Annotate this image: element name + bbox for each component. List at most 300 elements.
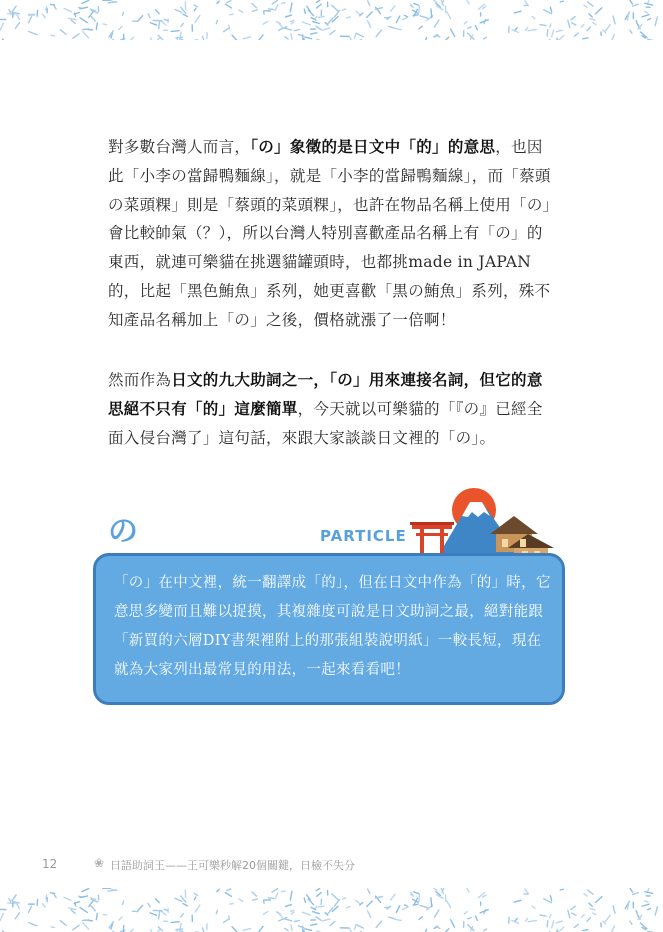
pattern-stroke bbox=[291, 925, 292, 931]
pattern-stroke bbox=[96, 914, 97, 920]
pattern-stroke bbox=[322, 28, 329, 30]
pattern-stroke bbox=[332, 894, 338, 900]
page-number: 12 bbox=[42, 857, 58, 871]
pattern-stroke bbox=[291, 22, 293, 24]
pattern-stroke bbox=[642, 15, 649, 17]
pattern-stroke bbox=[475, 26, 477, 30]
pattern-stroke bbox=[436, 926, 440, 928]
pattern-stroke bbox=[304, 39, 306, 40]
pattern-stroke bbox=[605, 915, 610, 921]
pattern-stroke bbox=[128, 37, 133, 40]
pattern-stroke bbox=[225, 893, 231, 897]
pattern-stroke bbox=[103, 914, 107, 915]
pattern-stroke bbox=[655, 17, 657, 25]
pattern-stroke bbox=[119, 26, 122, 29]
pattern-stroke bbox=[464, 21, 467, 23]
body-text: 然而作為 bbox=[108, 371, 172, 389]
pattern-stroke bbox=[51, 4, 55, 5]
pattern-stroke bbox=[294, 921, 299, 922]
pattern-stroke bbox=[583, 930, 588, 931]
pattern-stroke bbox=[282, 891, 286, 892]
pattern-stroke bbox=[588, 2, 594, 6]
callout-text: 「の」在中文裡，統一翻譯成「的」，但在日文中作為「的」時，它意思多變而且難以捉摸，其複雜度可說是日文助詞之最，絕對能跟「新買的六層DIY書架裡附上的那張組裝說明紙」一較長短，現在就為大家列出最常見的用法，一起來看看吧！ bbox=[114, 575, 551, 678]
pattern-stroke bbox=[431, 898, 432, 907]
paw-icon: ❀ bbox=[94, 856, 105, 870]
pattern-stroke bbox=[420, 16, 428, 18]
pattern-stroke bbox=[425, 38, 426, 40]
pattern-stroke bbox=[376, 921, 381, 927]
pattern-stroke bbox=[356, 925, 363, 929]
pattern-stroke bbox=[276, 22, 280, 24]
pattern-stroke bbox=[528, 30, 536, 31]
pattern-stroke bbox=[648, 908, 651, 909]
pattern-stroke bbox=[217, 889, 219, 891]
pattern-stroke bbox=[290, 891, 292, 900]
pattern-stroke bbox=[468, 27, 471, 28]
pattern-stroke bbox=[572, 913, 576, 915]
pattern-stroke bbox=[259, 926, 263, 932]
pattern-stroke bbox=[216, 910, 217, 913]
pattern-stroke bbox=[355, 925, 356, 929]
pattern-stroke bbox=[195, 15, 200, 22]
pattern-stroke bbox=[574, 924, 578, 927]
pattern-stroke bbox=[464, 912, 467, 914]
pattern-stroke bbox=[549, 39, 555, 40]
pattern-stroke bbox=[252, 892, 256, 896]
pattern-stroke bbox=[276, 912, 280, 914]
pattern-stroke bbox=[138, 16, 143, 21]
pattern-stroke bbox=[171, 922, 179, 923]
pattern-stroke bbox=[284, 919, 291, 921]
pattern-stroke bbox=[282, 3, 286, 4]
pattern-stroke bbox=[311, 924, 317, 925]
pattern-stroke bbox=[304, 9, 305, 13]
pattern-stroke bbox=[584, 894, 587, 896]
pattern-stroke bbox=[148, 14, 150, 18]
pattern-stroke bbox=[547, 921, 548, 927]
pattern-stroke bbox=[37, 10, 38, 16]
pattern-stroke bbox=[389, 917, 395, 919]
pattern-stroke bbox=[636, 911, 637, 914]
pattern-stroke bbox=[648, 888, 649, 891]
pattern-stroke bbox=[28, 16, 31, 22]
pattern-stroke bbox=[317, 4, 321, 8]
pattern-stroke bbox=[90, 905, 95, 911]
pattern-stroke bbox=[552, 921, 554, 928]
pattern-stroke bbox=[552, 30, 554, 37]
pattern-stroke bbox=[356, 11, 360, 14]
pattern-stroke bbox=[177, 38, 178, 40]
pattern-stroke bbox=[434, 20, 438, 27]
pattern-stroke bbox=[164, 19, 167, 20]
pattern-stroke bbox=[605, 25, 610, 31]
pattern-stroke bbox=[611, 34, 614, 40]
pattern-stroke bbox=[123, 12, 124, 15]
pattern-stroke bbox=[589, 903, 592, 906]
pattern-stroke bbox=[28, 906, 31, 912]
pattern-stroke bbox=[161, 911, 166, 915]
pattern-stroke bbox=[434, 0, 437, 2]
pattern-stroke bbox=[347, 907, 351, 908]
pattern-stroke bbox=[593, 913, 596, 915]
pattern-stroke bbox=[568, 910, 570, 918]
pattern-stroke bbox=[334, 900, 339, 906]
pattern-stroke bbox=[655, 907, 657, 915]
pattern-stroke bbox=[318, 16, 324, 17]
pattern-stroke bbox=[342, 898, 345, 899]
pattern-stroke bbox=[630, 888, 633, 892]
pattern-stroke bbox=[588, 890, 594, 894]
pattern-stroke bbox=[347, 17, 351, 18]
pattern-stroke bbox=[275, 5, 278, 11]
pattern-stroke bbox=[367, 21, 370, 28]
pattern-stroke bbox=[550, 24, 551, 27]
pattern-stroke bbox=[436, 35, 440, 37]
pattern-stroke bbox=[230, 14, 233, 15]
pattern-stroke bbox=[232, 927, 237, 932]
pattern-stroke bbox=[80, 908, 87, 913]
pattern-stroke bbox=[82, 1, 89, 4]
pattern-stroke bbox=[60, 30, 66, 35]
pattern-stroke bbox=[202, 928, 204, 932]
pattern-stroke bbox=[123, 901, 124, 904]
pattern-stroke bbox=[315, 17, 317, 19]
pattern-stroke bbox=[581, 24, 584, 27]
pattern-stroke bbox=[156, 899, 160, 903]
pattern-stroke bbox=[263, 912, 267, 915]
pattern-stroke bbox=[291, 34, 292, 40]
pattern-stroke bbox=[216, 20, 217, 23]
pattern-stroke bbox=[82, 29, 88, 30]
pattern-stroke bbox=[355, 34, 356, 38]
pattern-stroke bbox=[317, 39, 325, 40]
pattern-stroke bbox=[395, 28, 401, 29]
pattern-stroke bbox=[483, 895, 486, 897]
pattern-stroke bbox=[540, 25, 546, 26]
emphasis-text: 日文的九大助詞之一，「の」用來連接名詞，但它的意思絕不只有「的」這麼簡單 bbox=[108, 370, 543, 418]
torii-fuji-shrine-illustration bbox=[410, 484, 560, 564]
pattern-stroke bbox=[596, 897, 602, 903]
pattern-stroke bbox=[648, 0, 649, 3]
pattern-stroke bbox=[183, 14, 187, 16]
pattern-stroke bbox=[395, 919, 401, 920]
pattern-stroke bbox=[243, 37, 250, 39]
pattern-stroke bbox=[82, 889, 89, 892]
pattern-stroke bbox=[232, 35, 237, 40]
pattern-stroke bbox=[367, 12, 373, 18]
pattern-stroke bbox=[37, 899, 38, 905]
pattern-stroke bbox=[645, 11, 648, 13]
pattern-stroke bbox=[572, 23, 576, 25]
pattern-stroke bbox=[468, 918, 471, 919]
pattern-stroke bbox=[550, 914, 551, 917]
pattern-stroke bbox=[275, 893, 278, 899]
pattern-stroke bbox=[308, 10, 313, 16]
pattern-stroke bbox=[593, 23, 596, 25]
pattern-stroke bbox=[419, 894, 420, 902]
pattern-stroke bbox=[447, 12, 451, 19]
pattern-stroke bbox=[368, 889, 370, 893]
pattern-stroke bbox=[446, 929, 449, 932]
pattern-stroke bbox=[589, 14, 592, 17]
pattern-stroke bbox=[285, 929, 288, 931]
intro-paragraph bbox=[108, 133, 558, 335]
pattern-stroke bbox=[227, 1, 231, 3]
bottom-pattern-svg bbox=[0, 888, 663, 932]
pattern-stroke bbox=[290, 3, 292, 12]
pattern-stroke bbox=[313, 21, 320, 23]
pattern-stroke bbox=[528, 921, 536, 922]
pattern-stroke bbox=[532, 16, 535, 18]
pattern-stroke bbox=[590, 908, 595, 909]
pattern-stroke bbox=[96, 23, 97, 29]
pattern-stroke bbox=[294, 30, 299, 31]
pattern-stroke bbox=[484, 929, 487, 931]
pattern-stroke bbox=[291, 910, 294, 911]
pattern-stroke bbox=[396, 16, 399, 23]
pattern-stroke bbox=[540, 915, 546, 916]
pattern-stroke bbox=[302, 22, 310, 25]
pattern-stroke bbox=[225, 4, 231, 8]
pattern-stroke bbox=[332, 5, 338, 11]
pattern-stroke bbox=[29, 31, 37, 34]
pattern-stroke bbox=[71, 910, 75, 914]
pattern-stroke bbox=[434, 888, 437, 890]
pattern-stroke bbox=[42, 904, 45, 908]
pattern-stroke bbox=[121, 930, 125, 931]
pattern-stroke bbox=[291, 912, 293, 914]
pattern-stroke bbox=[252, 4, 256, 8]
pattern-stroke bbox=[556, 30, 562, 32]
pattern-stroke bbox=[103, 24, 107, 25]
pattern-stroke bbox=[195, 905, 200, 912]
pattern-stroke bbox=[583, 38, 588, 39]
pattern-stroke bbox=[151, 38, 153, 40]
pattern-stroke bbox=[227, 889, 231, 891]
pattern-stroke bbox=[611, 926, 614, 932]
pattern-stroke bbox=[253, 899, 258, 900]
pattern-stroke bbox=[447, 901, 451, 908]
pattern-stroke bbox=[272, 0, 277, 4]
pattern-stroke bbox=[68, 908, 75, 910]
pattern-stroke bbox=[403, 907, 408, 909]
pattern-stroke bbox=[322, 919, 329, 921]
pattern-stroke bbox=[317, 893, 321, 897]
second-paragraph bbox=[108, 366, 558, 452]
pattern-stroke bbox=[613, 16, 615, 24]
pattern-stroke bbox=[544, 10, 552, 14]
pattern-stroke bbox=[284, 28, 291, 30]
pattern-stroke bbox=[73, 34, 79, 39]
pattern-stroke bbox=[419, 26, 422, 29]
pattern-stroke bbox=[633, 4, 639, 6]
pattern-stroke bbox=[16, 14, 19, 20]
pattern-stroke bbox=[0, 913, 3, 920]
pattern-stroke bbox=[584, 5, 587, 7]
pattern-stroke bbox=[308, 899, 313, 905]
pattern-stroke bbox=[467, 1, 469, 4]
pattern-stroke bbox=[42, 14, 45, 18]
pattern-stroke bbox=[590, 19, 595, 20]
pattern-stroke bbox=[405, 905, 408, 907]
pattern-stroke bbox=[113, 39, 117, 40]
pattern-stroke bbox=[514, 900, 521, 902]
pattern-stroke bbox=[633, 893, 639, 895]
pattern-stroke bbox=[0, 23, 3, 30]
pattern-stroke bbox=[467, 889, 469, 892]
pattern-stroke bbox=[645, 901, 648, 903]
pattern-stroke bbox=[253, 10, 258, 11]
pattern-stroke bbox=[54, 6, 56, 9]
pattern-stroke bbox=[587, 918, 591, 922]
pattern-stroke bbox=[194, 8, 196, 11]
pattern-stroke bbox=[194, 897, 196, 900]
pattern-stroke bbox=[12, 6, 16, 12]
pattern-stroke bbox=[645, 892, 653, 894]
pattern-stroke bbox=[285, 15, 291, 17]
pattern-stroke bbox=[311, 33, 317, 34]
pattern-stroke bbox=[396, 906, 399, 913]
pattern-stroke bbox=[121, 39, 125, 40]
pattern-stroke bbox=[391, 894, 395, 900]
pattern-stroke bbox=[403, 17, 408, 19]
pattern-stroke bbox=[532, 906, 535, 908]
pattern-stroke bbox=[54, 894, 56, 897]
pattern-stroke bbox=[183, 904, 187, 906]
pattern-stroke bbox=[342, 9, 345, 10]
pattern-stroke bbox=[316, 26, 321, 29]
pattern-stroke bbox=[80, 18, 87, 23]
pattern-stroke bbox=[73, 925, 79, 930]
pattern-stroke bbox=[16, 903, 19, 909]
pattern-stroke bbox=[239, 899, 243, 901]
pattern-stroke bbox=[560, 1, 563, 2]
pattern-stroke bbox=[217, 1, 219, 3]
pattern-stroke bbox=[434, 910, 438, 917]
pattern-stroke bbox=[451, 29, 455, 37]
pattern-stroke bbox=[389, 26, 395, 28]
pattern-stroke bbox=[51, 35, 54, 36]
pattern-stroke bbox=[420, 905, 428, 907]
section-label: PARTICLE bbox=[320, 527, 407, 545]
pattern-stroke bbox=[148, 903, 150, 907]
pattern-stroke bbox=[558, 36, 564, 40]
pattern-stroke bbox=[82, 920, 88, 921]
pattern-stroke bbox=[224, 919, 229, 922]
pattern-stroke bbox=[556, 921, 562, 923]
pattern-stroke bbox=[514, 11, 521, 13]
book-title: 日語助詞王——王可樂秒解20個關鍵，日檢不失分 bbox=[110, 859, 355, 872]
pattern-stroke bbox=[350, 38, 352, 40]
pattern-stroke bbox=[356, 33, 363, 37]
pattern-stroke bbox=[90, 15, 95, 21]
pattern-stroke bbox=[587, 27, 591, 31]
pattern-stroke bbox=[181, 23, 183, 26]
section-glyph: の bbox=[108, 514, 138, 549]
pattern-stroke bbox=[613, 906, 615, 914]
pattern-stroke bbox=[645, 3, 653, 5]
pattern-stroke bbox=[175, 898, 182, 901]
pattern-stroke bbox=[547, 30, 548, 36]
pattern-stroke bbox=[330, 30, 335, 34]
pattern-stroke bbox=[194, 893, 197, 895]
pattern-stroke bbox=[64, 897, 71, 900]
pattern-stroke bbox=[568, 20, 570, 28]
pattern-stroke bbox=[202, 36, 204, 40]
pattern-stroke bbox=[159, 912, 160, 919]
pattern-stroke bbox=[648, 18, 651, 19]
pattern-stroke bbox=[71, 20, 75, 24]
pattern-stroke bbox=[272, 889, 277, 893]
pattern-stroke bbox=[630, 0, 633, 4]
pattern-stroke bbox=[574, 33, 578, 36]
pattern-stroke bbox=[157, 38, 160, 40]
pattern-stroke bbox=[414, 3, 419, 5]
body-text: ，也因此「小李の當歸鴨麵線」，就是「小李的當歸鴨麵線」，而「蔡頭の菜頭粿」則是「蔡頭的菜頭粿」，也許在物品名稱上使用「の」會比較帥氣（？），所以台灣人特別喜歡產品名稱上有「の」的東西，就連可樂貓在挑選貓罐頭時，也都挑made in JAPAN的，比起「黑色鮪魚」系列，她更喜歡「黒の鮪魚」系列，殊不知產品名稱加上「の」之後，價格就漲了一倍啊！ bbox=[108, 138, 551, 329]
pattern-stroke bbox=[316, 0, 319, 2]
pattern-stroke bbox=[263, 22, 267, 25]
pattern-stroke bbox=[419, 917, 422, 920]
pattern-stroke bbox=[642, 904, 649, 906]
pattern-stroke bbox=[419, 6, 420, 14]
pattern-stroke bbox=[630, 30, 632, 33]
pattern-stroke bbox=[525, 918, 527, 921]
pattern-stroke bbox=[315, 906, 317, 908]
pattern-stroke bbox=[51, 893, 55, 894]
pattern-stroke bbox=[414, 892, 419, 894]
top-pattern-band bbox=[0, 0, 663, 40]
pattern-stroke bbox=[156, 10, 160, 14]
pattern-stroke bbox=[550, 7, 551, 12]
pattern-stroke bbox=[259, 35, 263, 40]
pattern-stroke bbox=[328, 18, 333, 24]
pattern-stroke bbox=[239, 10, 243, 12]
pattern-stroke bbox=[194, 5, 197, 7]
pattern-stroke bbox=[29, 923, 37, 926]
pattern-stroke bbox=[560, 889, 563, 890]
pattern-stroke bbox=[376, 30, 381, 36]
pattern-stroke bbox=[2, 39, 7, 40]
body-text: 對多數台灣人而言， bbox=[108, 138, 251, 156]
pattern-stroke bbox=[475, 916, 477, 920]
pattern-stroke bbox=[180, 38, 185, 40]
pattern-stroke bbox=[12, 895, 16, 901]
pattern-stroke bbox=[630, 921, 632, 924]
pattern-stroke bbox=[484, 37, 487, 39]
pattern-stroke bbox=[313, 912, 320, 914]
pattern-stroke bbox=[525, 889, 529, 894]
pattern-stroke bbox=[544, 899, 552, 903]
pattern-stroke bbox=[596, 8, 602, 14]
pattern-stroke bbox=[304, 898, 305, 902]
pattern-stroke bbox=[285, 905, 291, 907]
pattern-stroke bbox=[181, 914, 183, 917]
pattern-stroke bbox=[305, 929, 312, 931]
pattern-stroke bbox=[334, 11, 339, 17]
pattern-stroke bbox=[159, 22, 160, 29]
pattern-stroke bbox=[60, 921, 66, 926]
body-text: ，今天就以可樂貓的「『の』已經全面入侵台灣了」這句話，來跟大家談談日文裡的「の」。 bbox=[108, 399, 543, 447]
top-pattern-svg bbox=[0, 0, 663, 40]
pattern-stroke bbox=[9, 899, 11, 902]
pattern-stroke bbox=[330, 921, 335, 925]
pattern-stroke bbox=[150, 23, 156, 25]
pattern-stroke bbox=[51, 927, 54, 928]
pattern-stroke bbox=[243, 929, 250, 931]
pattern-stroke bbox=[446, 37, 449, 40]
pattern-stroke bbox=[164, 909, 167, 910]
pattern-stroke bbox=[175, 9, 182, 12]
